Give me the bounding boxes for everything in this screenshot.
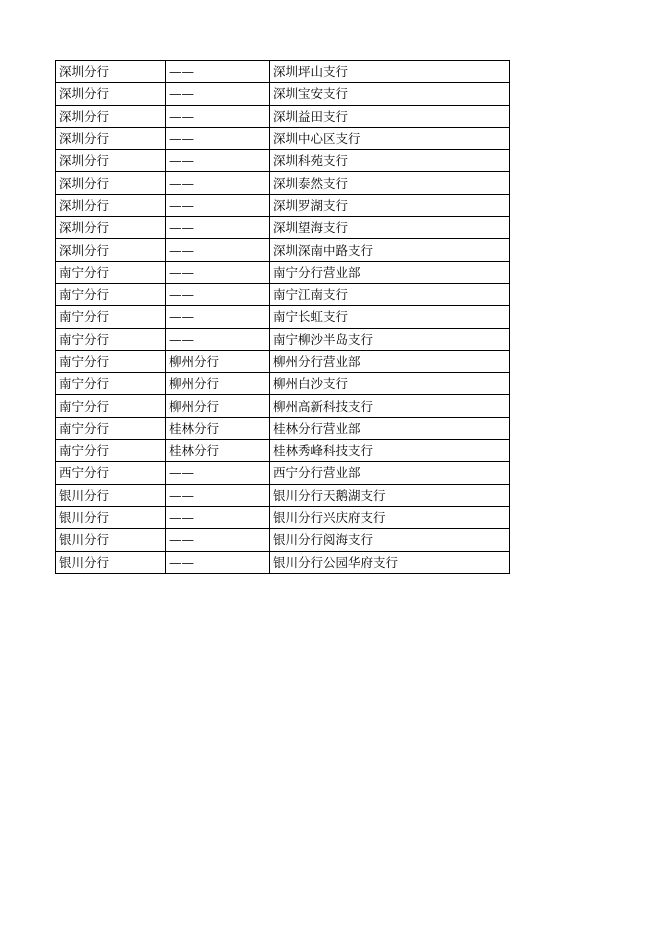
sub-branch-cell[interactable]: ——	[166, 83, 270, 105]
branch-cell[interactable]: 银川分行	[56, 484, 166, 506]
outlet-cell[interactable]: 深圳深南中路支行	[270, 239, 510, 261]
outlet-cell[interactable]: 柳州高新科技支行	[270, 395, 510, 417]
table-row	[56, 83, 510, 105]
table-row	[56, 306, 510, 328]
table-row	[56, 551, 510, 573]
table-body	[56, 61, 510, 574]
sub-branch-cell[interactable]: 桂林分行	[166, 440, 270, 462]
branch-cell[interactable]: 南宁分行	[56, 306, 166, 328]
branch-cell[interactable]: 深圳分行	[56, 61, 166, 83]
sub-branch-cell[interactable]: 桂林分行	[166, 417, 270, 439]
sub-branch-cell[interactable]: ——	[166, 551, 270, 573]
sub-branch-cell[interactable]: ——	[166, 529, 270, 551]
outlet-cell[interactable]: 桂林秀峰科技支行	[270, 440, 510, 462]
table-row	[56, 484, 510, 506]
table-row	[56, 417, 510, 439]
branch-cell[interactable]: 深圳分行	[56, 194, 166, 216]
branch-cell[interactable]: 南宁分行	[56, 440, 166, 462]
branch-cell[interactable]: 深圳分行	[56, 239, 166, 261]
sub-branch-cell[interactable]: 柳州分行	[166, 350, 270, 372]
outlet-cell[interactable]: 桂林分行营业部	[270, 417, 510, 439]
branch-table	[55, 60, 510, 574]
table-row	[56, 462, 510, 484]
sub-branch-cell[interactable]: ——	[166, 105, 270, 127]
table-row	[56, 239, 510, 261]
sub-branch-cell[interactable]: ——	[166, 61, 270, 83]
table-row	[56, 395, 510, 417]
sub-branch-cell[interactable]: ——	[166, 150, 270, 172]
branch-cell[interactable]: 深圳分行	[56, 217, 166, 239]
sub-branch-cell[interactable]: ——	[166, 172, 270, 194]
sub-branch-cell[interactable]: ——	[166, 484, 270, 506]
table-row	[56, 283, 510, 305]
table-row	[56, 105, 510, 127]
branch-cell[interactable]: 南宁分行	[56, 417, 166, 439]
outlet-cell[interactable]: 南宁长虹支行	[270, 306, 510, 328]
branch-cell[interactable]: 银川分行	[56, 506, 166, 528]
branch-cell[interactable]: 深圳分行	[56, 83, 166, 105]
branch-cell[interactable]: 南宁分行	[56, 283, 166, 305]
outlet-cell[interactable]: 深圳益田支行	[270, 105, 510, 127]
branch-cell[interactable]: 银川分行	[56, 551, 166, 573]
branch-cell[interactable]: 南宁分行	[56, 373, 166, 395]
sub-branch-cell[interactable]: ——	[166, 239, 270, 261]
branch-cell[interactable]: 深圳分行	[56, 105, 166, 127]
spreadsheet-sheet	[55, 60, 509, 574]
outlet-cell[interactable]: 深圳科苑支行	[270, 150, 510, 172]
table-row	[56, 150, 510, 172]
table-row	[56, 217, 510, 239]
outlet-cell[interactable]: 银川分行阅海支行	[270, 529, 510, 551]
branch-cell[interactable]: 银川分行	[56, 529, 166, 551]
table-row	[56, 194, 510, 216]
outlet-cell[interactable]: 深圳坪山支行	[270, 61, 510, 83]
sub-branch-cell[interactable]: 柳州分行	[166, 395, 270, 417]
branch-cell[interactable]: 南宁分行	[56, 350, 166, 372]
outlet-cell[interactable]: 深圳望海支行	[270, 217, 510, 239]
outlet-cell[interactable]: 深圳中心区支行	[270, 127, 510, 149]
outlet-cell[interactable]: 深圳罗湖支行	[270, 194, 510, 216]
branch-cell[interactable]: 深圳分行	[56, 150, 166, 172]
outlet-cell[interactable]: 深圳泰然支行	[270, 172, 510, 194]
table-row	[56, 350, 510, 372]
outlet-cell[interactable]: 南宁江南支行	[270, 283, 510, 305]
outlet-cell[interactable]: 南宁柳沙半岛支行	[270, 328, 510, 350]
sub-branch-cell[interactable]: ——	[166, 283, 270, 305]
sub-branch-cell[interactable]: ——	[166, 306, 270, 328]
outlet-cell[interactable]: 银川分行公园华府支行	[270, 551, 510, 573]
sub-branch-cell[interactable]: ——	[166, 462, 270, 484]
outlet-cell[interactable]: 深圳宝安支行	[270, 83, 510, 105]
table-row	[56, 529, 510, 551]
branch-cell[interactable]: 深圳分行	[56, 127, 166, 149]
outlet-cell[interactable]: 南宁分行营业部	[270, 261, 510, 283]
branch-cell[interactable]: 南宁分行	[56, 328, 166, 350]
outlet-cell[interactable]: 西宁分行营业部	[270, 462, 510, 484]
branch-cell[interactable]: 南宁分行	[56, 395, 166, 417]
table-row	[56, 61, 510, 83]
table-row	[56, 373, 510, 395]
outlet-cell[interactable]: 银川分行兴庆府支行	[270, 506, 510, 528]
sub-branch-cell[interactable]: ——	[166, 328, 270, 350]
branch-cell[interactable]: 西宁分行	[56, 462, 166, 484]
outlet-cell[interactable]: 柳州白沙支行	[270, 373, 510, 395]
branch-cell[interactable]: 南宁分行	[56, 261, 166, 283]
sub-branch-cell[interactable]: ——	[166, 261, 270, 283]
sub-branch-cell[interactable]: ——	[166, 127, 270, 149]
table-row	[56, 328, 510, 350]
branch-cell[interactable]: 深圳分行	[56, 172, 166, 194]
table-row	[56, 261, 510, 283]
sub-branch-cell[interactable]: ——	[166, 194, 270, 216]
table-row	[56, 172, 510, 194]
sub-branch-cell[interactable]: ——	[166, 217, 270, 239]
table-row	[56, 127, 510, 149]
outlet-cell[interactable]: 银川分行天鹅湖支行	[270, 484, 510, 506]
table-row	[56, 440, 510, 462]
outlet-cell[interactable]: 柳州分行营业部	[270, 350, 510, 372]
sub-branch-cell[interactable]: ——	[166, 506, 270, 528]
sub-branch-cell[interactable]: 柳州分行	[166, 373, 270, 395]
table-row	[56, 506, 510, 528]
